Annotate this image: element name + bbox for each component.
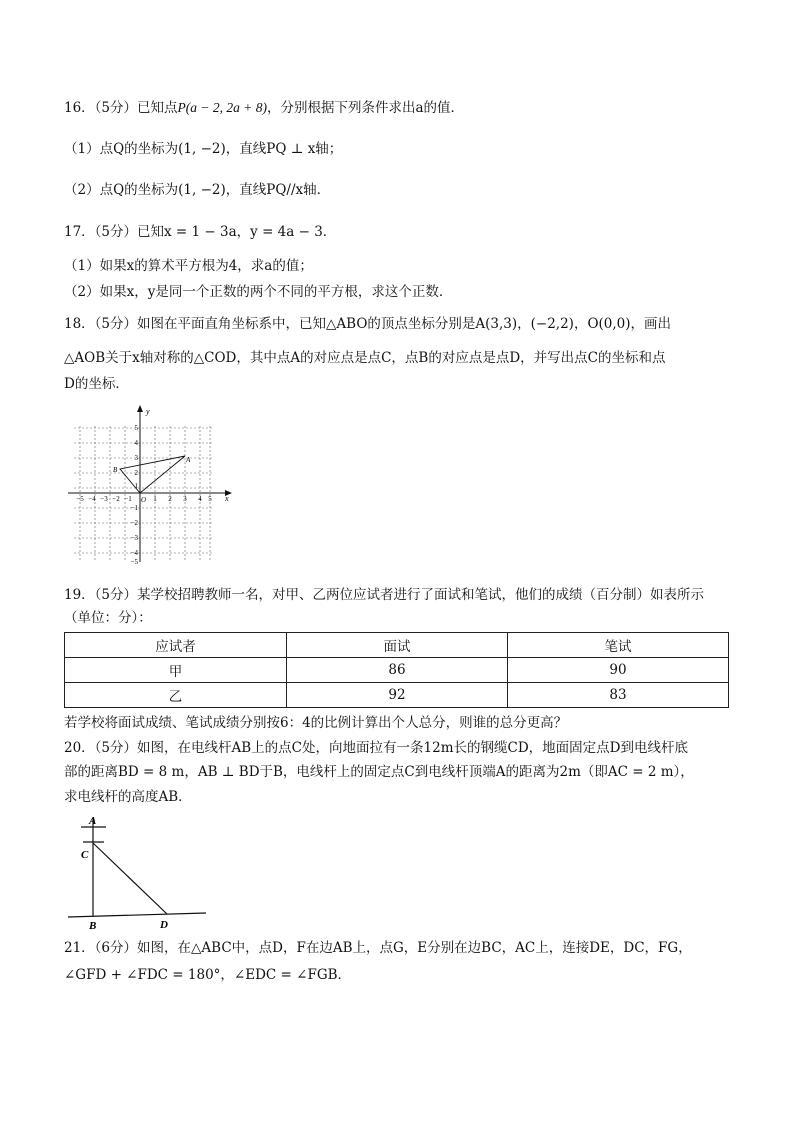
q19-line1: 19．（5分）某学校招聘教师一名，对甲、乙两位应试者进行了面试和笔试，他们的成绩（百分制）如表所示 bbox=[64, 587, 705, 603]
table-header-cell: 应试者 bbox=[65, 633, 287, 658]
table-header-cell: 面试 bbox=[287, 633, 508, 658]
table-cell: 甲 bbox=[65, 658, 287, 683]
q18-x-tick: −5 bbox=[76, 495, 84, 503]
q20-line2: 部的距离BD = 8 m，AB ⊥ BD于B，电线杆上的固定点C到电线杆顶端A的距离为2m（即AC = 2 m）， bbox=[64, 764, 694, 780]
q20-ground-line bbox=[68, 913, 206, 917]
table-cell: 83 bbox=[508, 683, 729, 708]
q18-x-tick: −3 bbox=[100, 495, 108, 503]
table-header-row bbox=[65, 633, 729, 658]
q16-part1: （1）点Q的坐标为(1, −2)，直线PQ ⊥ x轴； bbox=[64, 141, 343, 157]
q18-y-tick: −1 bbox=[130, 504, 138, 512]
q19-question: 若学校将面试成绩、笔试成绩分别按6：4的比例计算出个人总分，则谁的总分更高？ bbox=[64, 715, 568, 731]
q20-label-a: A bbox=[89, 815, 97, 827]
q18-x-label: x bbox=[225, 494, 229, 503]
q17-stem: 17．（5分）已知x = 1 − 3a，y = 4a − 3． bbox=[64, 224, 337, 240]
q18-point-a-label: A bbox=[186, 456, 191, 464]
q20-pole-figure bbox=[64, 812, 214, 932]
q19-line2: （单位：分）： bbox=[64, 610, 152, 626]
q20-label-c: C bbox=[81, 849, 89, 861]
q18-y-tick: 5 bbox=[134, 424, 138, 432]
q20-line3: 求电线杆的高度AB． bbox=[64, 789, 192, 805]
q18-triangle-abo bbox=[120, 456, 185, 493]
q20-label-d: D bbox=[160, 919, 168, 931]
q18-x-tick: 5 bbox=[208, 495, 212, 503]
q18-y-tick: 1 bbox=[134, 482, 138, 490]
table-cell: 乙 bbox=[65, 683, 287, 708]
q18-line3: D的坐标． bbox=[64, 376, 129, 392]
q20-cable-cd bbox=[93, 843, 167, 914]
table-cell: 90 bbox=[508, 658, 729, 683]
q16-point-expr: P(a − 2, 2a + 8) bbox=[177, 100, 267, 115]
q16-stem-post: ，分别根据下列条件求出a的值． bbox=[267, 100, 465, 116]
q18-x-tick: −2 bbox=[112, 495, 120, 503]
q18-x-tick: 4 bbox=[198, 495, 202, 503]
table-header-cell: 笔试 bbox=[508, 633, 729, 658]
table-row bbox=[65, 683, 729, 708]
q18-x-tick: −4 bbox=[88, 495, 96, 503]
q16-stem-pre: 16．（5分）已知点 bbox=[64, 100, 178, 116]
q20-line1: 20．（5分）如图，在电线杆AB上的点C处，向地面拉有一条12m长的钢缆CD，地面固定点D到电线杆底 bbox=[64, 740, 688, 756]
q19-score-table bbox=[64, 632, 729, 708]
q18-y-tick: −4 bbox=[130, 549, 138, 557]
q18-y-tick: 2 bbox=[134, 469, 138, 477]
q18-y-tick: −2 bbox=[130, 519, 138, 527]
q18-y-axis-arrow-icon bbox=[137, 405, 143, 412]
q18-y-tick-labels bbox=[131, 424, 139, 566]
q18-x-tick: −1 bbox=[124, 495, 132, 503]
q21-line2: ∠GFD + ∠FDC = 180°，∠EDC = ∠FGB． bbox=[64, 967, 352, 983]
q16-stem bbox=[64, 98, 464, 118]
q18-y-tick: 4 bbox=[134, 439, 138, 447]
table-row bbox=[65, 658, 729, 683]
q18-y-tick: 3 bbox=[134, 454, 138, 462]
q18-point-b-label: B bbox=[113, 466, 118, 474]
q18-line1: 18．（5分）如图在平面直角坐标系中，已知△ABO的顶点坐标分别是A(3,3)，(−2,2)，O(0,0)，画出 bbox=[64, 316, 672, 332]
q18-y-tick: −5 bbox=[130, 558, 138, 566]
q18-y-tick: −3 bbox=[130, 534, 138, 542]
q18-x-tick: 1 bbox=[153, 495, 157, 503]
table-cell: 86 bbox=[287, 658, 508, 683]
q18-origin-label: O bbox=[141, 496, 147, 504]
q18-coordinate-figure bbox=[64, 404, 236, 566]
table-cell: 92 bbox=[287, 683, 508, 708]
q17-part2: （2）如果x，y是同一个正数的两个不同的平方根，求这个正数． bbox=[64, 284, 453, 300]
q18-y-label: y bbox=[146, 407, 150, 416]
q18-line2: △AOB关于x轴对称的△COD，其中点A的对应点是点C，点B的对应点是点D，并写出点C的坐标和点 bbox=[64, 350, 666, 366]
q21-line1: 21．（6分）如图，在△ABC中，点D，F在边AB上，点G，E分别在边BC，AC上，连接DE，DC，FG， bbox=[64, 940, 692, 956]
q18-x-tick: 3 bbox=[183, 495, 187, 503]
q16-part2: （2）点Q的坐标为(1, −2)，直线PQ//x轴． bbox=[64, 182, 331, 198]
q18-x-tick: 2 bbox=[168, 495, 172, 503]
q20-label-b: B bbox=[89, 920, 97, 932]
q17-part1: （1）如果x的算术平方根为4，求a的值； bbox=[64, 258, 313, 274]
